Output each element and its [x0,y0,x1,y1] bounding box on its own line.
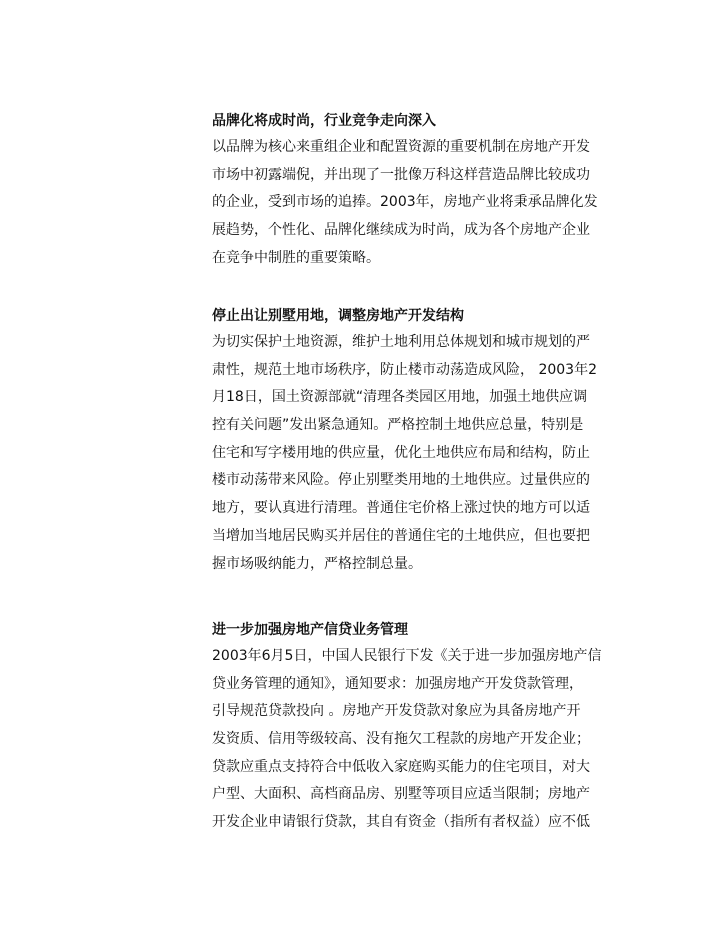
section-villa-land [212,303,602,578]
paragraph-line: 当增加当地居民购买并居住的普通住宅的土地供应，但也要把 [212,527,590,544]
paragraph-line: 楼市动荡带来风险。停止别墅类用地的土地供应。过量供应的 [212,472,590,489]
paragraph-line: 市场中初露端倪，并出现了一批像万科这样营造品牌比较成功 [212,166,590,183]
paragraph-line: 以品牌为核心来重组企业和配置资源的重要机制在房地产开发 [212,139,590,155]
section-heading: 停止出让别墅用地，调整房地产开发结构 [212,308,464,324]
paragraph-line: 展趋势，个性化、品牌化继续成为时尚，成为各个房地产企业 [212,222,590,239]
paragraph-line: 住宅和写字楼用地的供应量，优化土地供应布局和结构，防止 [212,444,590,461]
paragraph-line: 的企业，受到市场的追捧。2003年，房地产业将秉承品牌化发 [212,194,598,211]
paragraph-line: 引导规范贷款投向 。房地产开发贷款对象应为具备房地产开 [212,703,581,720]
paragraph-line: 握市场吸纳能力，严格控制总量。 [212,555,422,572]
section-credit-management [212,617,602,837]
paragraph-line: 贷业务管理的通知》，通知要求：加强房地产开发贷款管理， [212,675,583,692]
paragraph-line: 开发企业申请银行贷款，其自有资金（指所有者权益）应不低 [212,814,590,831]
paragraph-line: 肃性，规范土地市场秩序，防止楼市动荡造成风险， 2003年2 [212,361,597,378]
paragraph-line: 在竞争中制胜的重要策略。 [212,249,380,266]
paragraph-line: 户型、大面积、高档商品房、别墅等项目应适当限制；房地产 [212,786,590,803]
paragraph-line: 2003年6月5日，中国人民银行下发《关于进一步加强房地产信 [212,648,602,664]
paragraph-line: 发资质、信用等级较高、没有拖欠工程款的房地产开发企业； [212,731,590,748]
section-heading: 品牌化将成时尚，行业竞争走向深入 [212,113,436,129]
section-heading: 进一步加强房地产信贷业务管理 [212,622,408,638]
paragraph-line: 贷款应重点支持符合中低收入家庭购买能力的住宅项目，对大 [212,758,590,775]
paragraph-line: 为切实保护土地资源，维护土地利用总体规划和城市规划的严 [212,334,590,350]
paragraph-line: 月18日，国土资源部就“清理各类园区用地，加强土地供应调 [212,389,588,406]
section-branding [212,108,602,272]
paragraph-line: 地方，要认真进行清理。普通住宅价格上涨过快的地方可以适 [212,500,590,517]
paragraph-line: 控有关问题”发出紧急通知。严格控制土地供应总量，特别是 [212,417,584,434]
